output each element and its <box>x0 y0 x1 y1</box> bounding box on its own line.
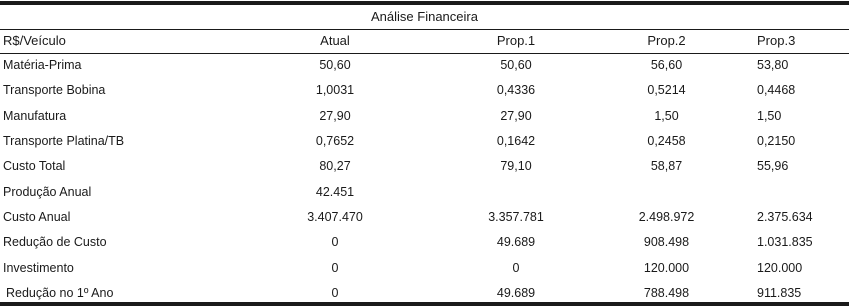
table-title: Análise Financeira <box>371 9 478 24</box>
table-cell <box>430 179 572 204</box>
table-cell: 42.451 <box>315 184 355 199</box>
table-cell: 911.835 <box>757 285 802 300</box>
table-cell: 50,60 <box>500 58 532 73</box>
table-cell: 0,4336 <box>496 83 536 98</box>
table-row <box>0 129 849 154</box>
table-row <box>0 78 849 103</box>
table-row <box>0 205 849 230</box>
table-cell: 80,27 <box>319 159 351 174</box>
row-label: Transporte Platina/TB <box>3 134 125 149</box>
table-cell: 49.689 <box>496 235 536 250</box>
table-cell: 0 <box>331 235 339 250</box>
header-rule <box>0 53 849 54</box>
column-header-prop3: Prop.3 <box>757 33 796 48</box>
row-label: Produção Anual <box>3 184 92 199</box>
table-cell <box>572 179 743 204</box>
table-row <box>0 255 849 280</box>
table-cell: 1,0031 <box>315 83 355 98</box>
table-cell: 908.498 <box>643 235 690 250</box>
table-row <box>0 154 849 179</box>
table-cell: 0 <box>512 260 520 275</box>
table-cell: 2.498.972 <box>638 209 695 224</box>
table-cell: 79,10 <box>500 159 532 174</box>
table-row <box>0 230 849 255</box>
column-header-prop2: Prop.2 <box>647 33 686 48</box>
row-label: Custo Anual <box>3 209 71 224</box>
table-cell: 0,2458 <box>647 134 686 149</box>
table-cell: 0 <box>331 285 339 300</box>
table-cell: 1,50 <box>757 108 782 123</box>
table-cell: 58,87 <box>650 159 683 174</box>
table-cell: 49.689 <box>496 285 536 300</box>
table-row <box>0 53 849 78</box>
column-header-unit: R$/Veículo <box>3 33 66 48</box>
table-cell: 56,60 <box>650 58 683 73</box>
table-cell: 27,90 <box>319 108 351 123</box>
row-label: Investimento <box>3 260 74 275</box>
table-cell: 0,4468 <box>757 83 796 98</box>
table-cell: 0 <box>331 260 339 275</box>
financial-analysis-table <box>0 29 849 306</box>
table-cell: 27,90 <box>500 108 532 123</box>
table-cell <box>743 179 849 204</box>
row-label: Transporte Bobina <box>3 83 106 98</box>
table-cell: 120.000 <box>643 260 690 275</box>
table-cell: 3.357.781 <box>488 209 544 224</box>
table-cell: 0,1642 <box>496 134 536 149</box>
table-cell: 55,96 <box>757 159 789 174</box>
table-cell: 0,2150 <box>757 134 796 149</box>
table-cell: 0,7652 <box>315 134 355 149</box>
bottom-rule <box>0 302 849 306</box>
table-cell: 120.000 <box>757 260 803 275</box>
table-row <box>0 179 849 204</box>
column-header-prop1: Prop.1 <box>496 33 536 48</box>
header-row <box>0 29 849 53</box>
table-cell: 1,50 <box>654 108 679 123</box>
table-row <box>0 104 849 129</box>
table-cell: 53,80 <box>757 58 789 73</box>
table-cell: 50,60 <box>319 58 351 73</box>
table-cell: 3.407.470 <box>307 209 363 224</box>
row-label: Redução no 1º Ano <box>6 285 114 300</box>
row-label: Custo Total <box>3 159 66 174</box>
table-cell: 0,5214 <box>647 83 686 98</box>
top-rule <box>0 1 849 5</box>
table-cell: 1.031.835 <box>757 235 813 250</box>
column-header-atual: Atual <box>320 33 350 48</box>
row-label: Redução de Custo <box>3 235 107 250</box>
row-label: Matéria-Prima <box>3 58 82 73</box>
table-cell: 788.498 <box>643 285 690 300</box>
table-cell: 2.375.634 <box>757 209 813 224</box>
row-label: Manufatura <box>3 108 67 123</box>
